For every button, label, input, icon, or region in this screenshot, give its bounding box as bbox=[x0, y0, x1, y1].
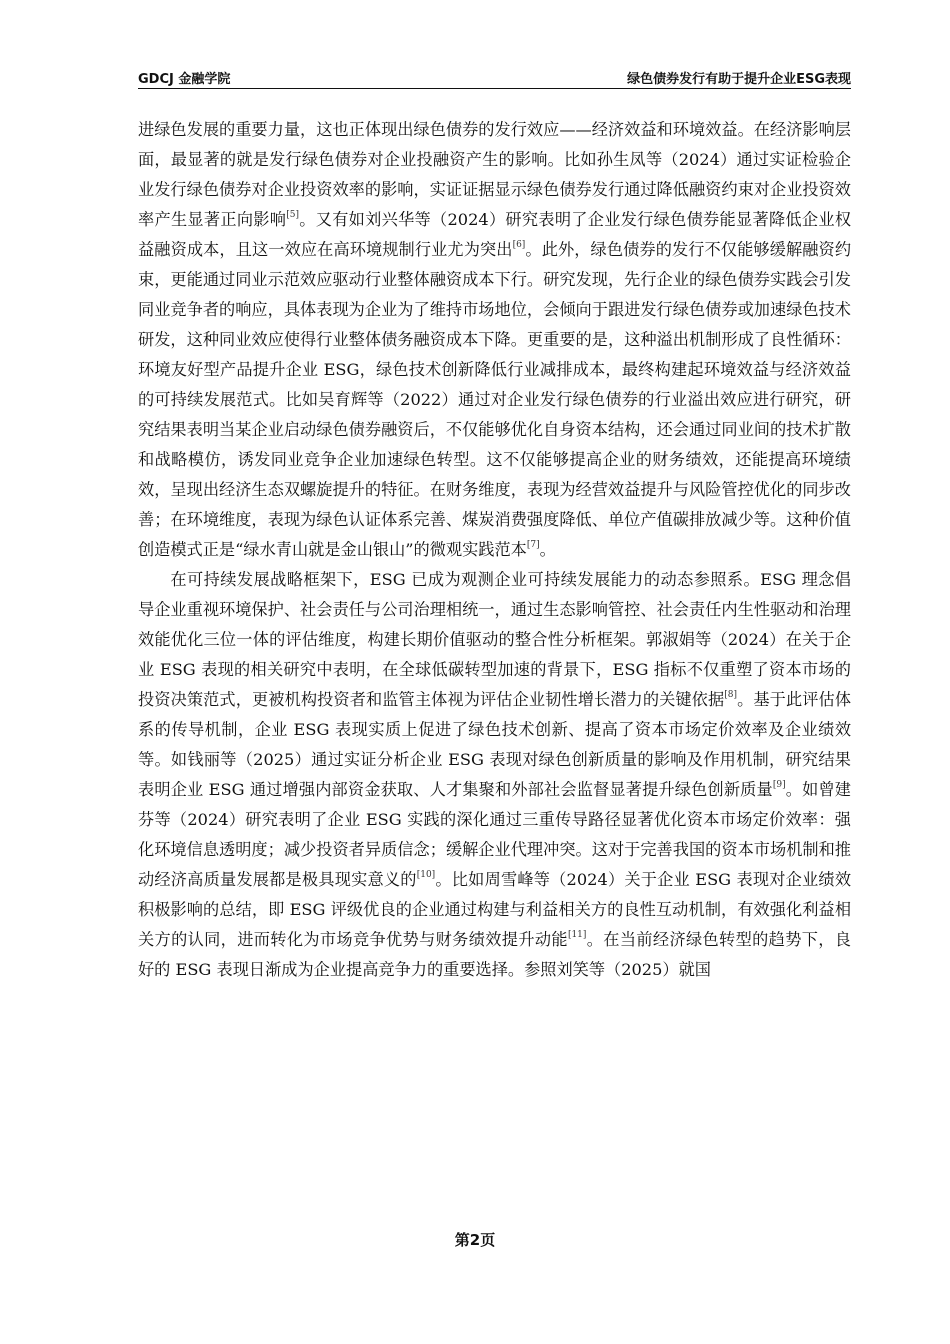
header-paper-title: 绿色债券发行有助于提升企业ESG表现 bbox=[627, 72, 851, 87]
text-run: 。此外，绿色债券的发行不仅能够缓解融资约束，更能通过同业示范效应驱动行业整体融资成本下行。研究发现，先行企业的绿色债券实践会引发同业竞争者的响应，具体表现为企业为了维持市场地位，会倾向于跟进发行绿色债券或加速绿色技术研发，这种同业效应使得行业整体债务融资成本下降。更重要的是，这种溢出机制形成了良性循环：环境友好型产品提升企业 ESG，绿色技术创新降低行业减排成本，最终构建起环境效益与经济效益的可持续发展范式。比如吴育辉等（2022）通过对企业发行绿色债券的行业溢出效应进行研究，研究结果表明当某企业启动绿色债券融资后，不仅能够优化自身资本结构，还会通过同业间的技术扩散和战略模仿，诱发同业竞争企业加速绿色转型。这不仅能够提高企业的财务绩效，还能提高环境绩效，呈现出经济生态双螺旋提升的特征。在财务维度，表现为经营效益提升与风险管控优化的同步改善；在环境维度，表现为绿色认证体系完善、煤炭消费强度降低、单位产值碳排放减少等。这种价值创造模式正是“绿水青山就是金山银山”的微观实践范本 bbox=[138, 240, 852, 559]
header-institution: GDCJ 金融学院 bbox=[138, 72, 231, 87]
body-text bbox=[138, 115, 851, 985]
text-run: 在可持续发展战略框架下，ESG 已成为观测企业可持续发展能力的动态参照系。ESG 理念倡导企业重视环境保护、社会责任与公司治理相统一，通过生态影响管控、社会责任内生性驱动和治理效能优化三位一体的评估维度，构建长期价值驱动的整合性分析框架。郭淑娟等（2024）在关于企业 ESG 表现的相关研究中表明，在全球低碳转型加速的背景下，ESG 指标不仅重塑了资本市场的投资决策范式，更被机构投资者和监管主体视为评估企业韧性增长潜力的关键依据 bbox=[138, 570, 851, 709]
paragraph bbox=[138, 115, 851, 565]
citation-5: [5] bbox=[286, 209, 299, 220]
text-run: 。 bbox=[539, 540, 556, 559]
text-run: 。基于此评估体系的传导机制，企业 ESG 表现实质上促进了绿色技术创新、提高了资本市场定价效率及企业绩效等。如钱丽等（2025）通过实证分析企业 ESG 表现对绿色创新质量的影响及作用机制，研究结果表明企业 ESG 通过增强内部资金获取、人才集聚和外部社会监督显著提升绿色创新质量 bbox=[138, 690, 852, 799]
running-header bbox=[138, 66, 851, 89]
citation-7: [7] bbox=[526, 539, 540, 550]
text-run: 。如曾建芬等（2024）研究表明了企业 ESG 实践的深化通过三重传导路径显著优化资本市场定价效率：强化环境信息透明度；减少投资者异质信念；缓解企业代理冲突。这对于完善我国的资本市场机制和推动经济高质量发展都是极具现实意义的 bbox=[138, 780, 851, 889]
citation-8: [8] bbox=[724, 689, 738, 700]
page-number: 第2页 bbox=[454, 1231, 496, 1249]
text-run: 进绿色发展的重要力量，这也正体现出绿色债券的发行效应——经济效益和环境效益。在经济影响层面，最显著的就是发行绿色债券对企业投融资产生的影响。比如孙生凤等（2024）通过实证检验企业发行绿色债券对企业投资效率的影响，实证证据显示绿色债券发行通过降低融资约束对企业投资效率产生显著正向影响 bbox=[138, 120, 851, 229]
citation-11: [11] bbox=[567, 929, 587, 940]
text-run: 。在当前经济绿色转型的趋势下，良好的 ESG 表现日渐成为企业提高竞争力的重要选择。参照刘笑等（2025）就国 bbox=[138, 930, 851, 979]
paragraph bbox=[138, 565, 851, 985]
text-run: 。比如周雪峰等（2024）关于企业 ESG 表现对企业绩效积极影响的总结，即 ESG 评级优良的企业通过构建与利益相关方的良性互动机制，有效强化利益相关方的认同，进而转化为市场竞争优势与财务绩效提升动能 bbox=[138, 870, 852, 949]
text-run: 。又有如刘兴华等（2024）研究表明了企业发行绿色债券能显著降低企业权益融资成本，且这一效应在高环境规制行业尤为突出 bbox=[138, 210, 852, 259]
citation-9: [9] bbox=[772, 779, 786, 790]
citation-10: [10] bbox=[416, 869, 436, 880]
citation-6: [6] bbox=[512, 239, 526, 250]
